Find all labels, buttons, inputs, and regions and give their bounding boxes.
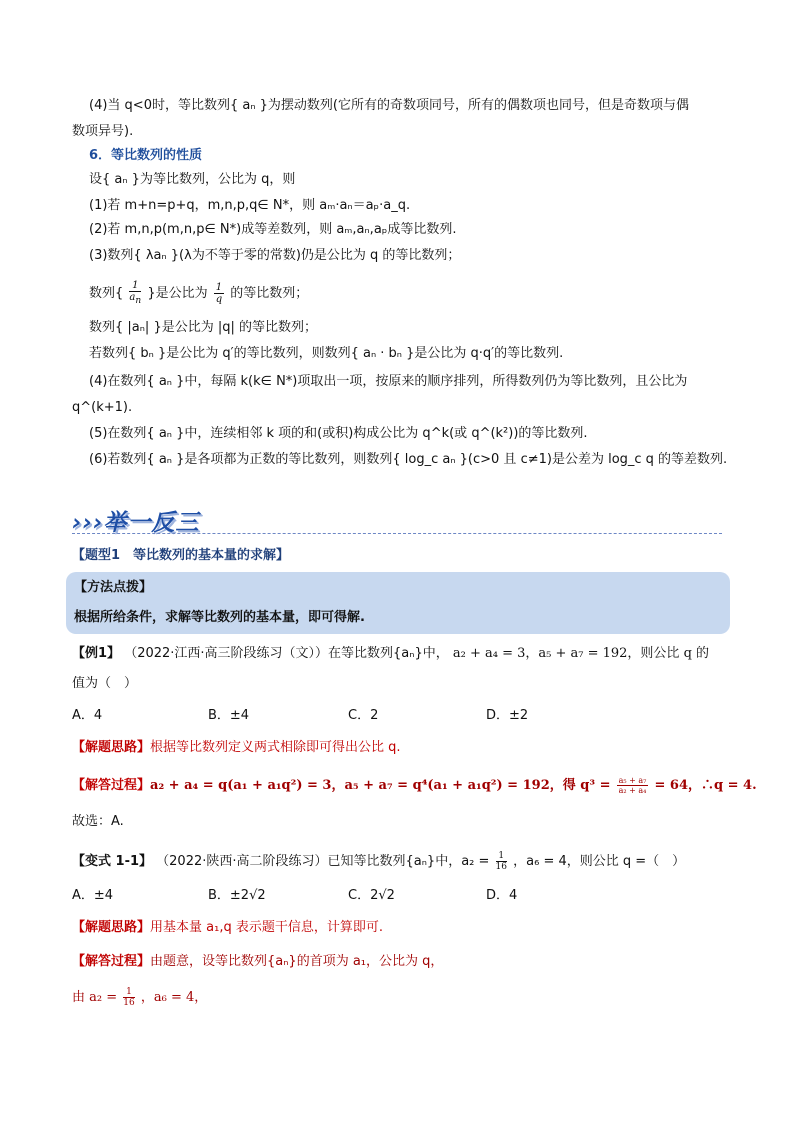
section-banner bbox=[72, 504, 722, 536]
variant1-process-text: 由题意，设等比数列{aₙ}的首项为 a₁，公比为 q， bbox=[150, 954, 444, 969]
variant1-thinking-label: 【解题思路】 bbox=[72, 920, 151, 935]
variant1-question bbox=[72, 850, 685, 874]
property-6: (6)若数列{ aₙ }是各项都为正数的等比数列，则数列{ log_c aₙ }(c>0 且 c≠1)是公差为 log_c q 的等差数列. bbox=[89, 452, 728, 467]
variant1-process bbox=[72, 952, 443, 972]
property-3b-post: 的等比数列； bbox=[230, 286, 309, 301]
intro-p4-line1: (4)当 q<0时，等比数列{ aₙ }为摆动数列(它所有的奇数项同号，所有的偶数项也同号，但是奇数项与偶 bbox=[89, 98, 689, 113]
process-fraction bbox=[617, 776, 649, 795]
example1-tag: 【例1】 bbox=[72, 646, 121, 661]
property-3b-mid: }是公比为 bbox=[147, 286, 208, 301]
property-3b bbox=[89, 280, 308, 307]
variant1-given-pre: 由 a₂ = bbox=[72, 990, 118, 1005]
example1-option-d: D．±2 bbox=[486, 708, 529, 723]
variant1-given bbox=[72, 986, 207, 1010]
topic-title: 【题型1 等比数列的基本量的求解】 bbox=[72, 548, 290, 563]
variant1-given-fraction bbox=[123, 987, 134, 1008]
process-label: 【解答过程】 bbox=[72, 778, 151, 793]
example1-source: （2022·江西·高三阶段练习（文））在等比数列{aₙ}中， bbox=[124, 646, 449, 661]
variant1-process-label: 【解答过程】 bbox=[72, 954, 151, 969]
process-fraction-denominator: a₂ + a₄ bbox=[618, 786, 647, 795]
variant1-given-numerator: 1 bbox=[123, 987, 134, 998]
property-3: (3)数列{ λaₙ }(λ为不等于零的常数)仍是公比为 q 的等比数列； bbox=[89, 248, 461, 263]
property-1: (1)若 m+n=p+q，m,n,p,q∈ N*，则 aₘ·aₙ＝aₚ·a_q. bbox=[89, 198, 411, 213]
thinking-label: 【解题思路】 bbox=[72, 740, 151, 755]
process-text: a₂ + a₄ = q(a₁ + a₁q²) = 3，a₅ + a₇ = q⁴(a₁ + a₁q²) = 192，得 q³ = bbox=[150, 778, 611, 793]
variant1-source: （2022·陕西·高二阶段练习）已知等比数列{aₙ}中，a₂ = bbox=[156, 854, 490, 869]
variant1-given-post: ，a₆ = 4， bbox=[140, 990, 208, 1005]
section-setup: 设{ aₙ }为等比数列，公比为 q，则 bbox=[89, 172, 296, 187]
process-fraction-numerator: a₅ + a₇ bbox=[618, 776, 647, 785]
variant1-option-d: D．4 bbox=[486, 888, 518, 903]
banner-divider bbox=[72, 533, 722, 534]
property-4-line1: (4)在数列{ aₙ }中，每隔 k(k∈ N*)项取出一项，按原来的顺序排列，所得数列仍为等比数列，且公比为 bbox=[89, 374, 688, 389]
variant1-given-denominator: 16 bbox=[123, 998, 135, 1008]
method-label: 【方法点拨】 bbox=[74, 580, 153, 595]
variant1-option-a: A．±4 bbox=[72, 888, 114, 903]
variant1-fraction-numerator: 1 bbox=[496, 851, 507, 862]
reciprocal-fraction: $\frac{1}{a_n}$ bbox=[129, 280, 142, 306]
property-3d: 若数列{ bₙ }是公比为 q′的等比数列，则数列{ aₙ · bₙ }是公比为 q·q′的等比数列. bbox=[89, 346, 564, 361]
thinking-text: 根据等比数列定义两式相除即可得出公比 q. bbox=[150, 740, 401, 755]
intro-p4-line2: 数项异号). bbox=[72, 124, 134, 139]
example1-option-b: B．±4 bbox=[208, 708, 250, 723]
ratio-fraction: $\frac{1}{q}$ bbox=[215, 282, 223, 305]
example1-option-a: A．4 bbox=[72, 708, 103, 723]
variant1-tail: ，a₆ = 4，则公比 q =（ ） bbox=[513, 854, 686, 869]
example1-option-c: C．2 bbox=[348, 708, 379, 723]
example1-question-line2: 值为（ ） bbox=[72, 676, 138, 691]
method-box bbox=[66, 572, 730, 634]
property-3b-pre: 数列{ bbox=[89, 286, 124, 301]
section-title: 6．等比数列的性质 bbox=[89, 148, 203, 163]
variant1-tag: 【变式 1-1】 bbox=[72, 854, 153, 869]
variant1-thinking bbox=[72, 918, 383, 938]
example1-question-line1 bbox=[72, 644, 709, 664]
variant1-thinking-text: 用基本量 a₁,q 表示题干信息，计算即可. bbox=[150, 920, 383, 935]
variant1-fraction bbox=[496, 851, 507, 872]
property-4-line2: q^(k+1). bbox=[72, 400, 133, 415]
example1-condition: a₂ + a₄ = 3，a₅ + a₇ = 192，则公比 q 的 bbox=[452, 646, 710, 661]
variant1-option-c: C．2√2 bbox=[348, 888, 395, 903]
method-text: 根据所给条件，求解等比数列的基本量，即可得解. bbox=[74, 610, 365, 625]
property-2: (2)若 m,n,p(m,n,p∈ N*)成等差数列，则 aₘ,aₙ,aₚ成等比数列. bbox=[89, 222, 457, 237]
example1-answer: 故选：A. bbox=[72, 814, 124, 829]
variant1-fraction-denominator: 16 bbox=[495, 862, 507, 872]
process-end: = 64，∴q = 4. bbox=[654, 778, 757, 793]
example1-process bbox=[72, 774, 757, 798]
variant1-option-b: B．±2√2 bbox=[208, 888, 266, 903]
banner-title: ›››举一反三 bbox=[72, 510, 200, 536]
property-3c: 数列{ |aₙ| }是公比为 |q| 的等比数列； bbox=[89, 320, 317, 335]
property-5: (5)在数列{ aₙ }中，连续相邻 k 项的和(或积)构成公比为 q^k(或 q^(k²))的等比数列. bbox=[89, 426, 588, 441]
example1-thinking bbox=[72, 738, 401, 758]
